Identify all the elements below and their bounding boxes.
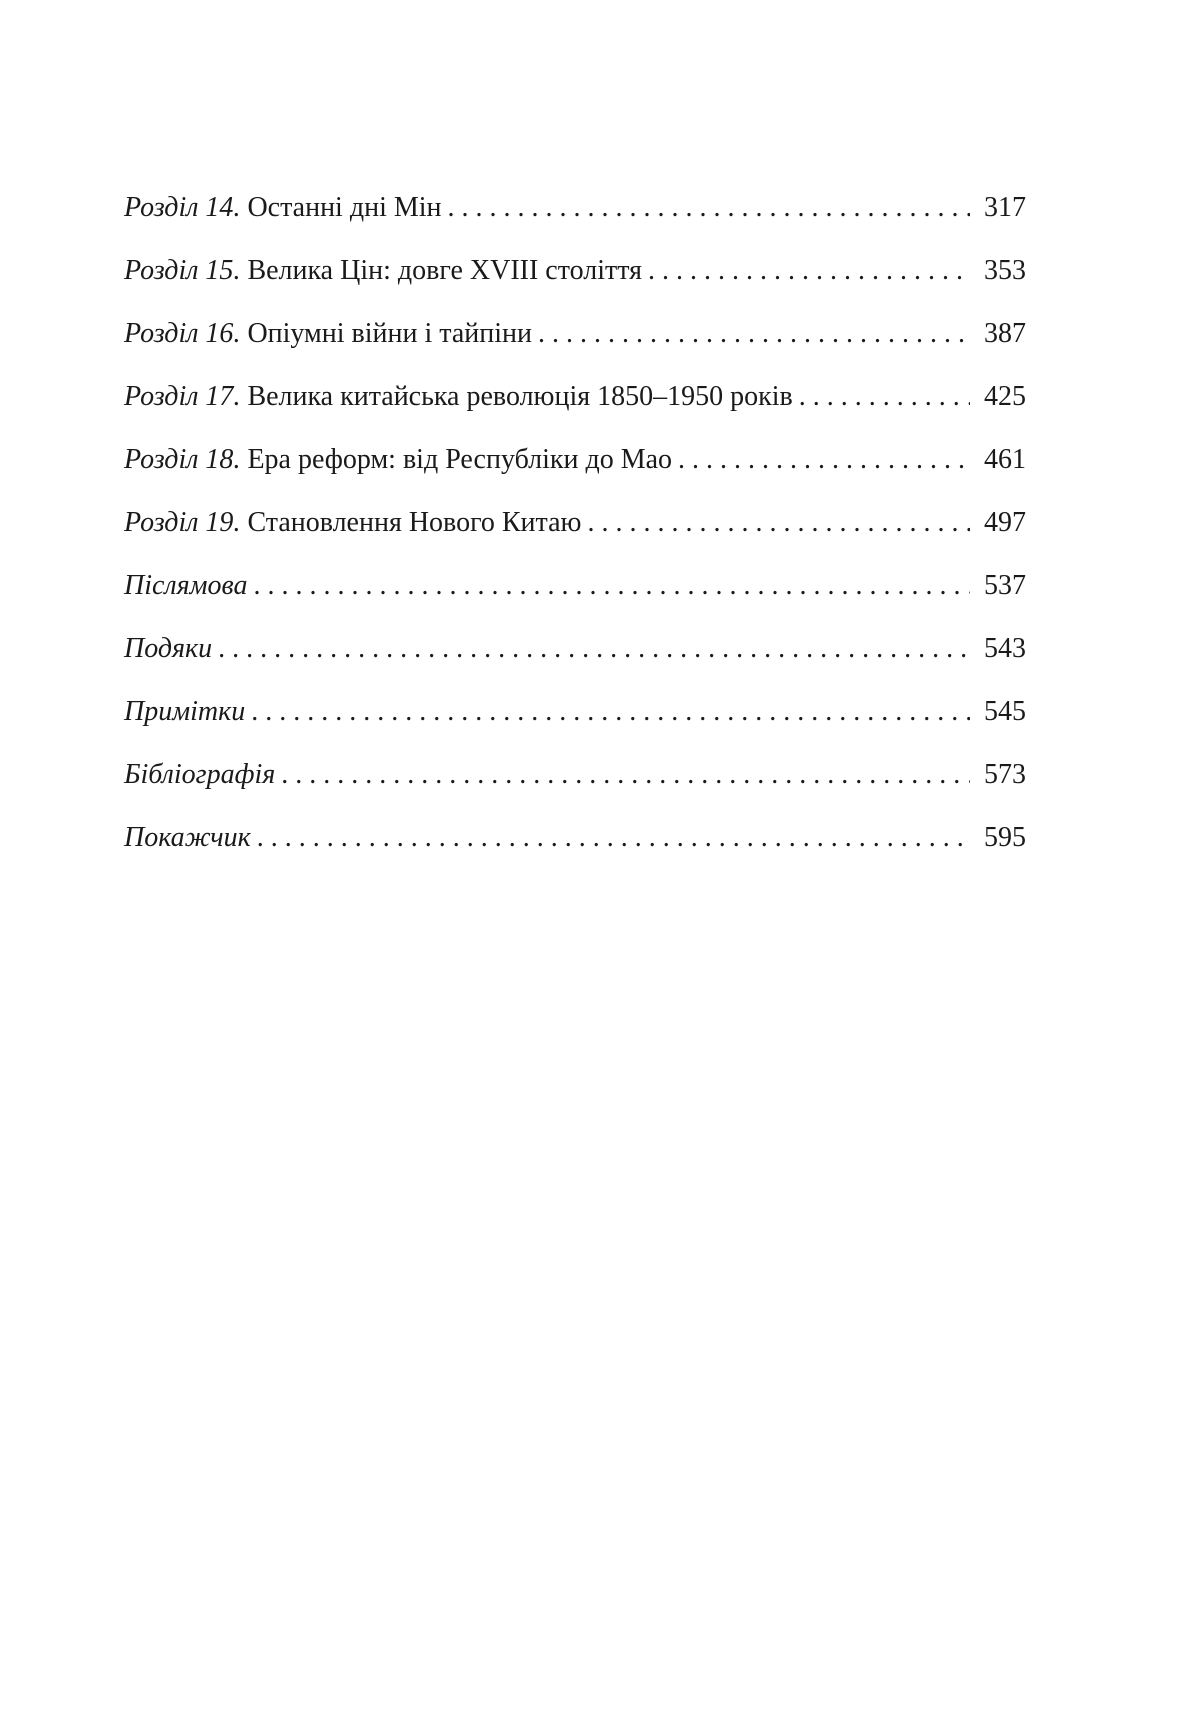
dot-leader bbox=[538, 318, 970, 350]
toc-entry-title bbox=[124, 759, 275, 791]
toc-entry-page-number: 425 bbox=[984, 381, 1026, 412]
toc-entry-separator: . bbox=[233, 381, 248, 412]
toc-entry-chapter-15 bbox=[124, 255, 1026, 318]
toc-entry-notes bbox=[124, 696, 1026, 759]
toc-entry-text: Велика Цін: довге XVIII століття bbox=[247, 255, 642, 286]
toc-entry-title bbox=[124, 444, 672, 476]
toc-entry-text: Становлення Нового Китаю bbox=[247, 507, 582, 538]
toc-entry-separator: . bbox=[233, 192, 248, 223]
toc-entry-separator: . bbox=[233, 444, 248, 475]
toc-entry-acknowledgements bbox=[124, 633, 1026, 696]
toc-entry-title bbox=[124, 633, 212, 665]
toc-entry-chapter-17 bbox=[124, 381, 1026, 444]
toc-entry-label: Розділ 17 bbox=[124, 381, 234, 412]
toc-entry-title bbox=[124, 507, 581, 539]
toc-entry-title bbox=[124, 696, 245, 728]
dot-leader bbox=[448, 192, 970, 224]
toc-entry-page-number: 317 bbox=[984, 192, 1026, 223]
toc-entry-index bbox=[124, 822, 1026, 885]
dot-leader bbox=[257, 822, 970, 854]
dot-leader bbox=[799, 381, 970, 413]
toc-entry-page-number: 573 bbox=[984, 759, 1026, 790]
toc-entry-label: Подяки bbox=[124, 633, 213, 664]
toc-entry-title bbox=[124, 255, 642, 287]
toc-entry-chapter-19 bbox=[124, 507, 1026, 570]
toc-entry-separator: . bbox=[233, 318, 248, 349]
toc-entry-label: Розділ 14 bbox=[124, 192, 234, 223]
toc-entry-label: Розділ 15 bbox=[124, 255, 234, 286]
toc-entry-chapter-16 bbox=[124, 318, 1026, 381]
toc-entry-page-number: 595 bbox=[984, 822, 1026, 853]
toc-entry-label: Розділ 16 bbox=[124, 318, 234, 349]
toc-entry-title bbox=[124, 381, 793, 413]
toc-entry-separator: . bbox=[233, 507, 248, 538]
toc-entry-text: Ера реформ: від Республіки до Мао bbox=[247, 444, 673, 475]
toc-entry-label: Покажчик bbox=[124, 822, 251, 853]
toc-entry-separator: . bbox=[233, 255, 248, 286]
toc-entry-chapter-14 bbox=[124, 192, 1026, 255]
table-of-contents bbox=[124, 192, 1026, 885]
toc-entry-page-number: 387 bbox=[984, 318, 1026, 349]
toc-entry-page-number: 461 bbox=[984, 444, 1026, 475]
toc-entry-title bbox=[124, 318, 532, 350]
toc-entry-page-number: 353 bbox=[984, 255, 1026, 286]
dot-leader bbox=[281, 759, 970, 791]
toc-entry-text: Опіумні війни і тайпіни bbox=[247, 318, 532, 349]
toc-entry-page-number: 537 bbox=[984, 570, 1026, 601]
toc-entry-page-number: 543 bbox=[984, 633, 1026, 664]
toc-entry-label: Розділ 19 bbox=[124, 507, 234, 538]
toc-entry-label: Бібліографія bbox=[124, 759, 276, 790]
toc-entry-text: Велика китайська революція 1850–1950 років bbox=[247, 381, 793, 412]
toc-entry-text: Останні дні Мін bbox=[247, 192, 442, 223]
toc-entry-page-number: 497 bbox=[984, 507, 1026, 538]
dot-leader bbox=[587, 507, 970, 539]
dot-leader bbox=[678, 444, 970, 476]
toc-entry-title bbox=[124, 570, 247, 602]
dot-leader bbox=[251, 696, 970, 728]
toc-entry-title bbox=[124, 192, 442, 224]
dot-leader bbox=[218, 633, 970, 665]
toc-entry-bibliography bbox=[124, 759, 1026, 822]
dot-leader bbox=[253, 570, 970, 602]
toc-entry-label: Розділ 18 bbox=[124, 444, 234, 475]
toc-entry-page-number: 545 bbox=[984, 696, 1026, 727]
toc-entry-label: Примітки bbox=[124, 696, 246, 727]
toc-entry-chapter-18 bbox=[124, 444, 1026, 507]
toc-entry-title bbox=[124, 822, 251, 854]
dot-leader bbox=[648, 255, 970, 287]
toc-entry-label: Післямова bbox=[124, 570, 248, 601]
toc-entry-afterword bbox=[124, 570, 1026, 633]
